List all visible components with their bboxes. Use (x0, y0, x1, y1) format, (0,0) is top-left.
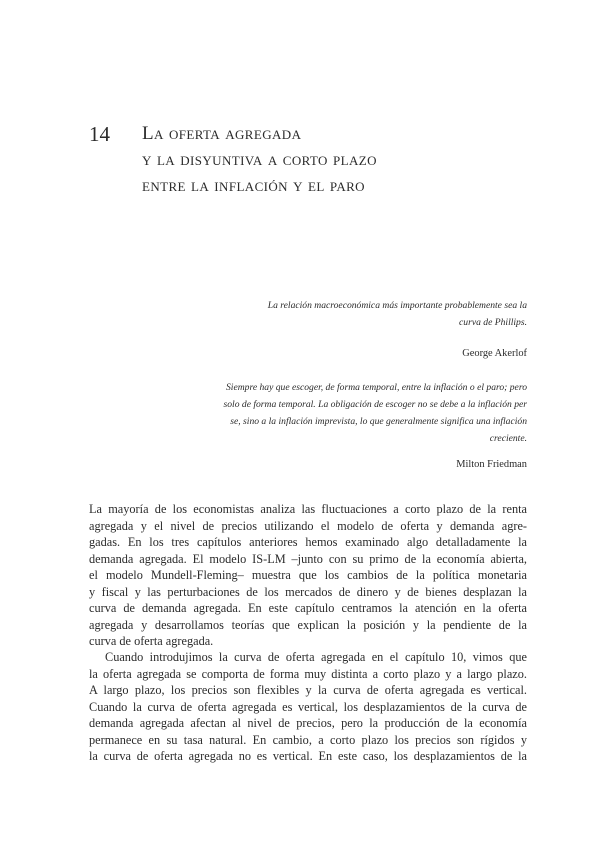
paragraph-line: curva de oferta agregada. (89, 634, 214, 648)
paragraph-line: la curva de oferta agregada no es vertical. En este caso, los desplazamientos de la (89, 749, 527, 763)
paragraph-line: demanda agregada afectan al nivel de precios, pero la producción de la economía (89, 716, 527, 730)
paragraph-line: y fiscal y las perturbaciones de los mercados de dinero y de bienes desplazan la (89, 584, 527, 599)
epigraph-line: solo de forma temporal. La obligación de escoger no se debe a la inflación per (223, 399, 527, 410)
paragraph-line: Cuando introdujimos la curva de oferta agregada en el capítulo 10, vimos que (105, 650, 527, 664)
epigraph-line: se, sino a la inflación imprevista, lo que generalmente significa una inflación (230, 416, 527, 427)
chapter-title-line: La oferta agregada (142, 123, 302, 144)
paragraph-line: gadas. En los tres capítulos anteriores hemos examinado algo detalladamente la (89, 535, 527, 549)
paragraph-line: Cuando la curva de oferta agregada es vertical, los desplazamientos de la curva de (89, 699, 527, 714)
paragraph-line: permanece en su tasa natural. En cambio, a corto plazo los precios son rígidos y (89, 732, 527, 747)
paragraph-line: la oferta agregada se comporta de forma muy distinta a corto plazo y a largo plazo. (89, 666, 527, 681)
paragraph-line: La mayoría de los economistas analiza las fluctuaciones a corto plazo de la renta (89, 502, 527, 516)
chapter-title (142, 121, 562, 199)
paragraph-line: A largo plazo, los precios son flexibles y la curva de oferta agregada es vertical. (89, 683, 527, 697)
epigraph-quote (268, 297, 527, 331)
chapter-title-line: entre la inflación y el paro (142, 175, 365, 196)
paragraph-line: demanda agregada. El modelo IS-LM –junto con su primo de la economía abierta, (89, 551, 527, 566)
paragraph-line: el modelo Mundell-Fleming– muestra que los cambios de la política monetaria (89, 568, 527, 582)
paragraph-line: agregada y desarrollamos teorías que explican la posición y la pendiente de la (89, 617, 527, 632)
chapter-number: 14 (89, 122, 110, 146)
epigraph-line: creciente. (489, 433, 527, 444)
epigraph-line: La relación macroeconómica más importante probablemente sea la (267, 300, 527, 311)
paragraph-line: agregada y el nivel de precios utilizando el modelo de oferta y demanda agre- (89, 518, 527, 533)
body-paragraph (89, 501, 527, 650)
epigraph-quote (224, 379, 528, 447)
chapter-title-line: y la disyuntiva a corto plazo (142, 149, 377, 170)
epigraph-line: curva de Phillips. (459, 317, 527, 328)
paragraph-line: curva de demanda agregada. En este capítulo centramos la atención en la oferta (89, 601, 527, 615)
body-paragraph (89, 649, 527, 765)
epigraph-line: Siempre hay que escoger, de forma temporal, entre la inflación o el paro; pero (226, 382, 527, 393)
epigraph-author: George Akerlof (462, 348, 527, 359)
epigraph-author: Milton Friedman (456, 459, 527, 470)
